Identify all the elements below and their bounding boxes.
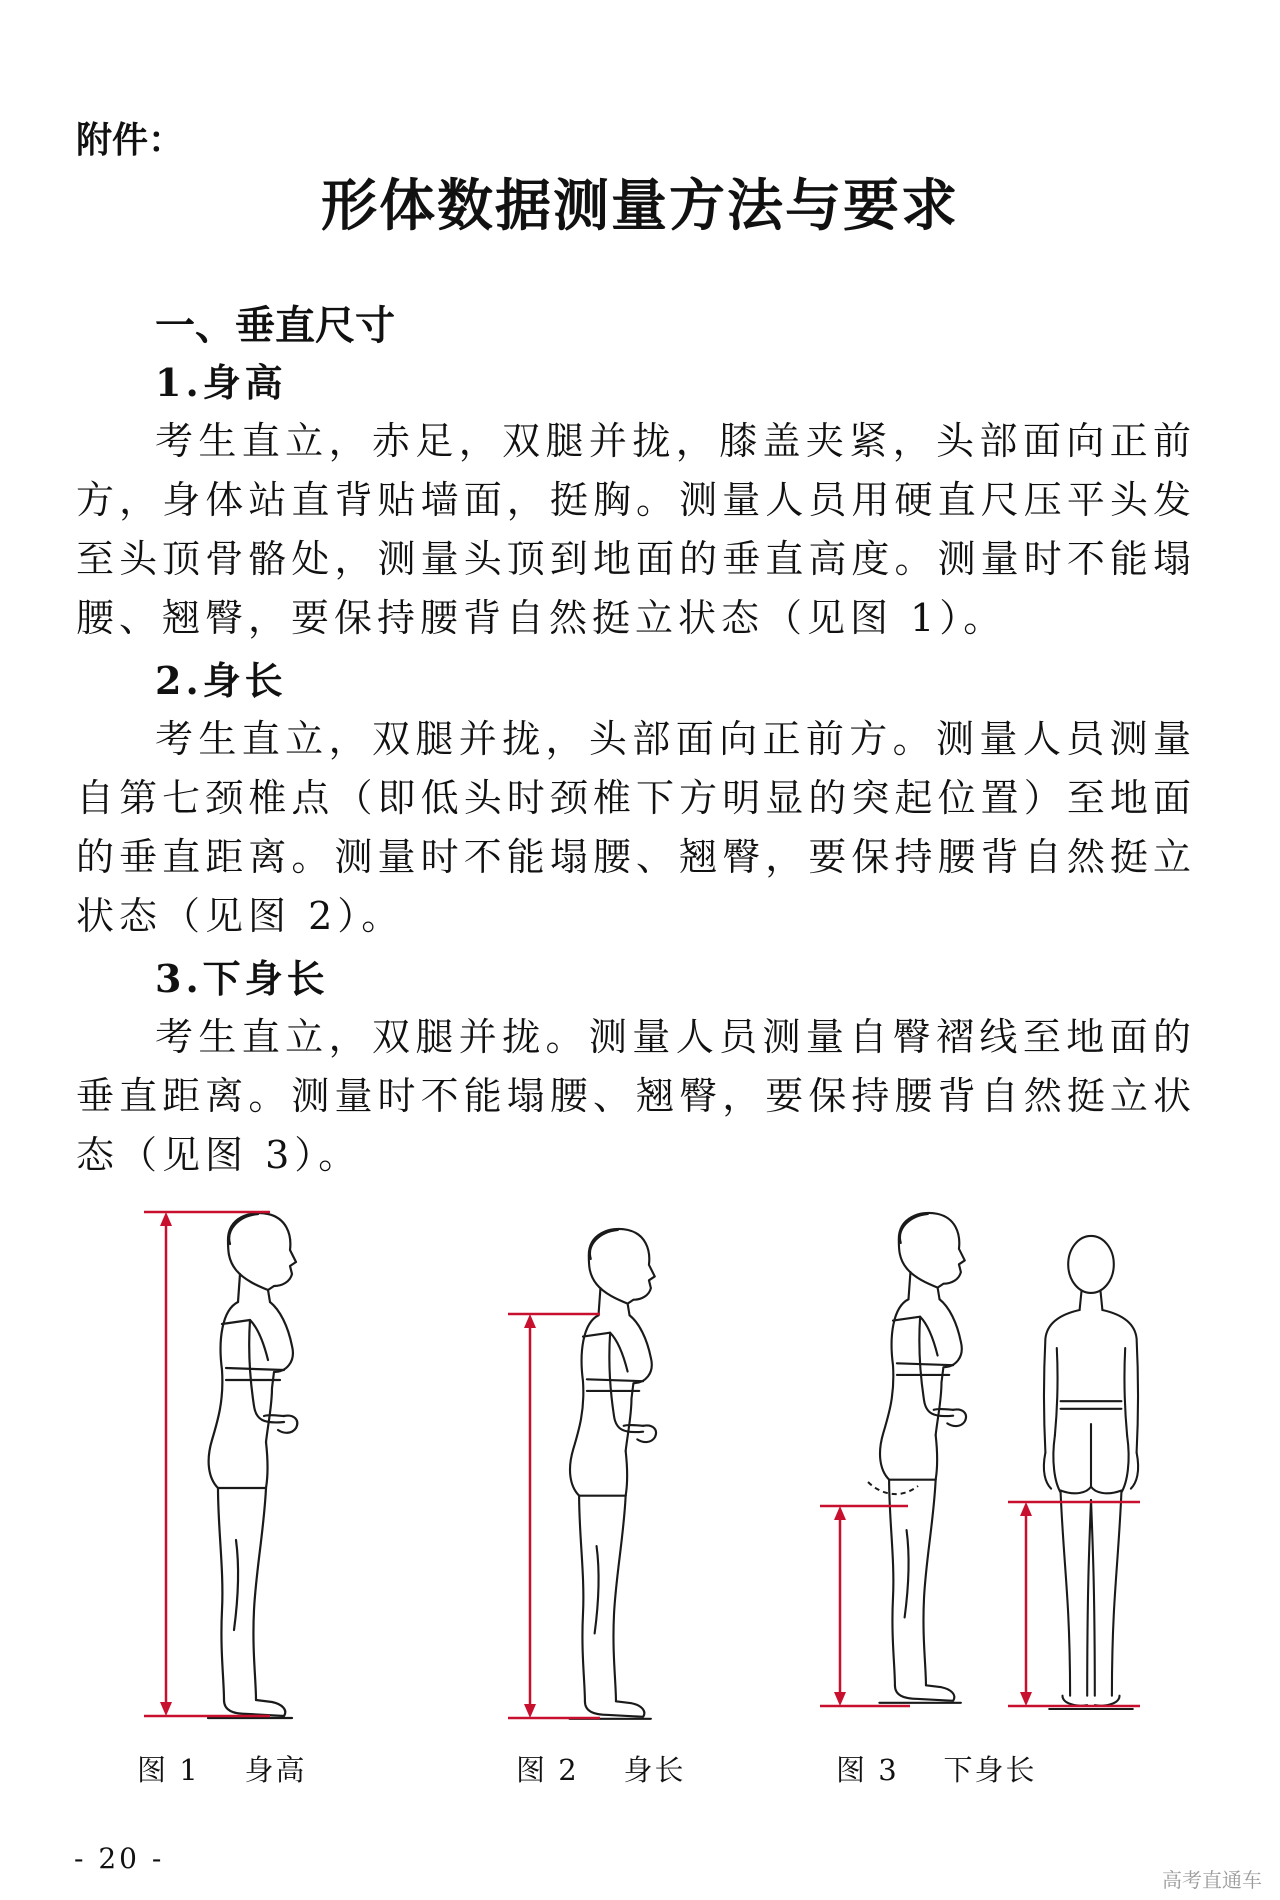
page-number: - 20 - [74,1842,165,1875]
item-heading-height: 1.身高 [155,360,287,405]
watermark: 高考直通车 [1162,1868,1262,1892]
item-text-lower-body-length: 考生直立，双腿并拢。测量人员测量自臀褶线至地面的垂直距离。测量时不能塌腰、翘臀，要保持腰背自然挺立状态（见图 3）。 [76,1015,1196,1177]
item-text-height: 考生直立，赤足，双腿并拢，膝盖夹紧，头部面向正前方，身体站直背贴墙面，挺胸。测量人员用硬直尺压平头发至头顶骨骼处，测量头顶到地面的垂直高度。测量时不能塌腰、翘臀，要保持腰背自然挺立状态（见图 1）。 [76,419,1196,640]
figure-3-lower-body-length-back [1008,1236,1140,1709]
figure-2-caption: 图 2 身长 [516,1753,686,1787]
figure-2-body-length [508,1229,656,1719]
figure-1-height [144,1212,297,1718]
section-heading: 一、垂直尺寸 [155,303,395,349]
figure-1-caption: 图 1 身高 [137,1753,307,1787]
item-heading-lower-body-length: 3.下身长 [155,956,329,1001]
figure-3-lower-body-length-side [820,1213,966,1706]
attachment-label: 附件： [76,120,185,161]
item-text-body-length: 考生直立，双腿并拢，头部面向正前方。测量人员测量自第七颈椎点（即低头时颈椎下方明显的突起位置）至地面的垂直距离。测量时不能塌腰、翘臀，要保持腰背自然挺立状态（见图 2）。 [76,717,1196,938]
document-title: 形体数据测量方法与要求 [321,173,959,239]
figure-3-caption: 图 3 下身长 [836,1753,1037,1787]
measurement-figures [0,1210,1280,1730]
figures-area [0,1210,1280,1730]
item-heading-body-length: 2.身长 [155,658,287,703]
